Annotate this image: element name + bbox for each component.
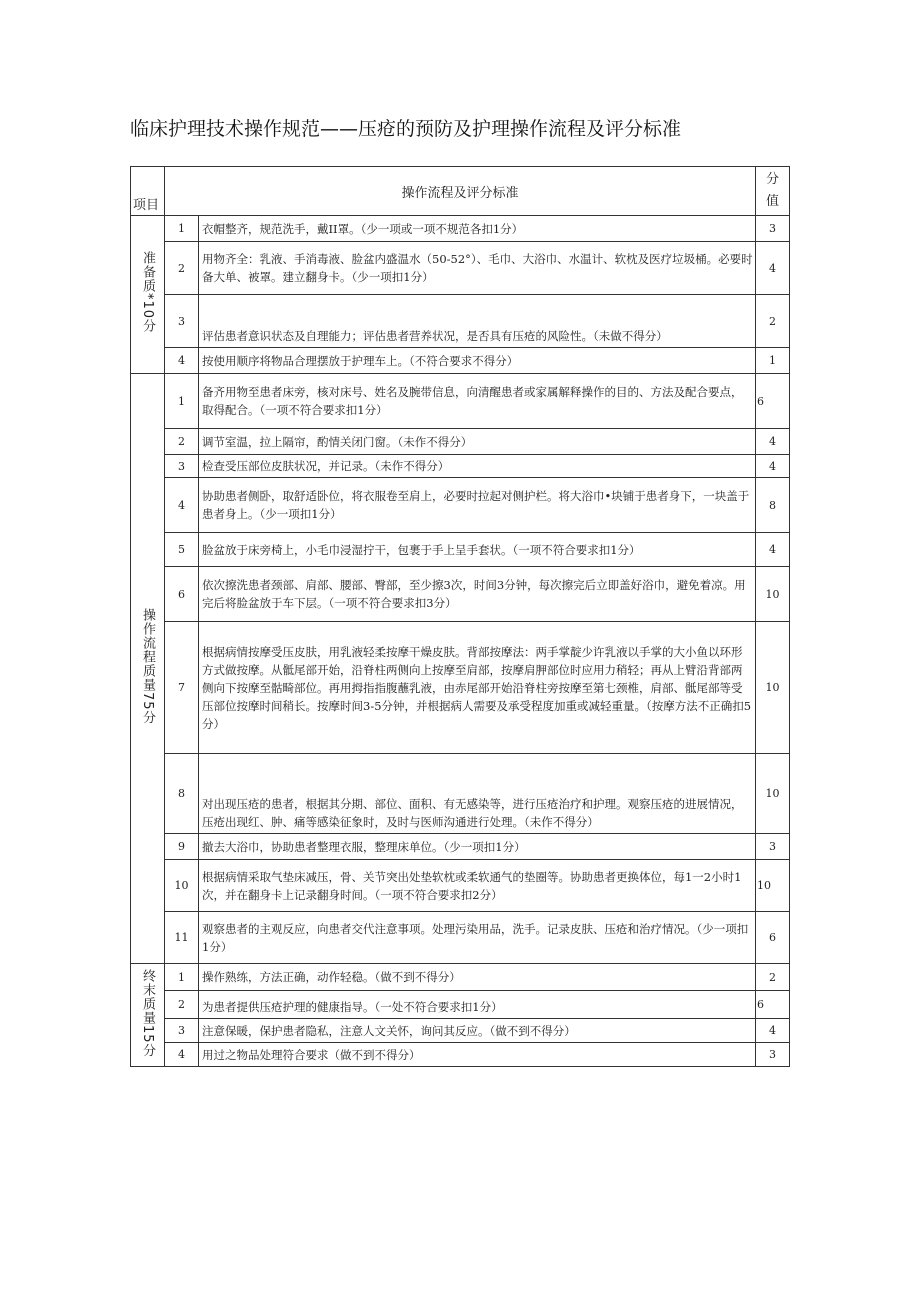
row-description: 撤去大浴巾，协助患者整理衣服，整理床单位。（少一项扣1分） [199,834,756,860]
row-number: 1 [165,374,199,429]
row-score: 4 [756,1019,790,1043]
table-row [131,754,790,834]
row-score: 10 [756,754,790,834]
row-description: 根据病情采取气垫床减压，骨、关节突出处垫软枕或柔软通气的垫圈等。协助患者更换体位，每1一2小时1次，并在翻身卡上记录翻身时间。（一项不符合要求扣2分） [199,860,756,912]
row-description: 调节室温，拉上隔帘，酌情关闭门窗。（未作不得分） [199,429,756,455]
row-number: 3 [165,1019,199,1043]
table-row [131,834,790,860]
row-number: 2 [165,991,199,1019]
row-number: 7 [165,622,199,754]
row-score: 1 [756,348,790,374]
section-label-process: 操作流程质量75分 [131,374,165,964]
row-number: 2 [165,242,199,295]
row-score: 4 [756,533,790,567]
row-number: 8 [165,754,199,834]
table-row [131,567,790,622]
row-description: 备齐用物至患者床旁，核对床号、姓名及腕带信息，向清醒患者或家属解释操作的目的、方法及配合要点，取得配合。（一项不符合要求扣1分） [199,374,756,429]
row-number: 9 [165,834,199,860]
table-row [131,242,790,295]
row-score: 10 [756,622,790,754]
row-score: 3 [756,834,790,860]
table-row [131,348,790,374]
row-number: 4 [165,348,199,374]
row-description: 用物齐全：乳液、手消毒液、脸盆内盛温水（50-52°）、毛巾、大浴巾、水温计、软枕及医疗垃圾桶。必要时备大单、被罩。建立翻身卡。（少一项扣1分） [199,242,756,295]
row-number: 1 [165,964,199,991]
row-description: 依次擦洗患者颈部、肩部、腰部、臀部，至少擦3次，时间3分钟，每次擦完后立即盖好浴巾，避免着凉。用完后将脸盆放于车下层。（一项不符合要求扣3分） [199,567,756,622]
row-number: 2 [165,429,199,455]
table-row [131,429,790,455]
header-score [756,167,790,216]
row-description: 为患者提供压疮护理的健康指导。（一处不符合要求扣1分） [199,991,756,1019]
row-description: 注意保暖，保护患者隐私，注意人文关怀，询问其反应。（做不到不得分） [199,1019,756,1043]
table-row [131,991,790,1019]
table-row [131,455,790,478]
row-number: 4 [165,478,199,533]
table-row [131,295,790,348]
row-number: 10 [165,860,199,912]
row-description: 评估患者意识状态及自理能力；评估患者营养状况，是否具有压疮的风险性。（未做不得分） [199,295,756,348]
row-number: 3 [165,295,199,348]
row-score: 10 [756,567,790,622]
row-description: 用过之物品处理符合要求（做不到不得分） [199,1043,756,1067]
header-score-line2: 值 [765,194,779,209]
row-score: 3 [756,216,790,242]
row-score: 4 [756,455,790,478]
row-description: 检查受压部位皮肤状况，并记录。（未作不得分） [199,455,756,478]
row-score: 2 [756,295,790,348]
row-number: 1 [165,216,199,242]
table-row [131,622,790,754]
row-description: 协助患者侧卧，取舒适卧位，将衣服卷至肩上，必要时拉起对侧护栏。将大浴巾•块铺于患者身下，一块盖于患者身上。（少一项扣1分） [199,478,756,533]
table-row [131,964,790,991]
section-label-preparation: 准备质*10分 [131,216,165,374]
header-score-line1: 分 [765,172,779,187]
header-project: 项目 [131,167,165,216]
row-description: 脸盆放于床旁椅上，小毛巾浸湿拧干，包裹于手上呈手套状。（一项不符合要求扣1分） [199,533,756,567]
row-score: 6 [756,374,790,429]
table-row [131,860,790,912]
row-score: 2 [756,964,790,991]
table-row [131,533,790,567]
row-score: 6 [756,912,790,964]
row-number: 6 [165,567,199,622]
row-number: 5 [165,533,199,567]
section-label-final: 终末质量15分 [131,964,165,1067]
row-score: 10 [756,860,790,912]
row-number: 11 [165,912,199,964]
scoring-table [130,166,790,1067]
row-score: 3 [756,1043,790,1067]
table-row [131,1019,790,1043]
row-number: 3 [165,455,199,478]
row-score: 4 [756,242,790,295]
row-description: 观察患者的主观反应，向患者交代注意事项。处理污染用品，洗手。记录皮肤、压疮和治疗情况。（少一项扣1分） [199,912,756,964]
row-score: 6 [756,991,790,1019]
header-criteria: 操作流程及评分标准 [165,167,756,216]
row-score: 8 [756,478,790,533]
table-row [131,374,790,429]
table-row [131,1043,790,1067]
row-description: 衣帽整齐，规范洗手，戴II罩。（少一项或一项不规范各扣1分） [199,216,756,242]
row-number: 4 [165,1043,199,1067]
table-row [131,216,790,242]
table-row [131,912,790,964]
row-score: 4 [756,429,790,455]
row-description: 按使用顺序将物品合理摆放于护理车上。（不符合要求不得分） [199,348,756,374]
row-description: 对出现压疮的患者，根据其分期、部位、面积、有无感染等，进行压疮治疗和护理。观察压疮的进展情况，压疮出现红、肿、痛等感染征象时，及时与医师沟通进行处理。（未作不得分） [199,754,756,834]
table-row [131,478,790,533]
row-description: 根据病情按摩受压皮肤，用乳液轻柔按摩干燥皮肤。背部按摩法：两手掌靛少许乳液以手掌的大小鱼以环形方式做按摩。从骶尾部开始，沿脊柱两侧向上按摩至肩部，按摩肩胛部位时应用力稍轻；再从上臂沿背部两侧向下按摩至骷畸部位。再用拇指指腹蘸乳液，由赤尾部开始沿脊柱旁按摩至第七颈椎，肩部、骶尾部等受压部位按摩时间稍长。按摩时间3-5分钟，并根据病人需要及承受程度加重或减轻重量。（按摩方法不正确扣5分） [199,622,756,754]
page-title: 临床护理技术操作规范——压疮的预防及护理操作流程及评分标准 [130,118,682,140]
row-description: 操作熟练，方法正确，动作轻稳。（做不到不得分） [199,964,756,991]
